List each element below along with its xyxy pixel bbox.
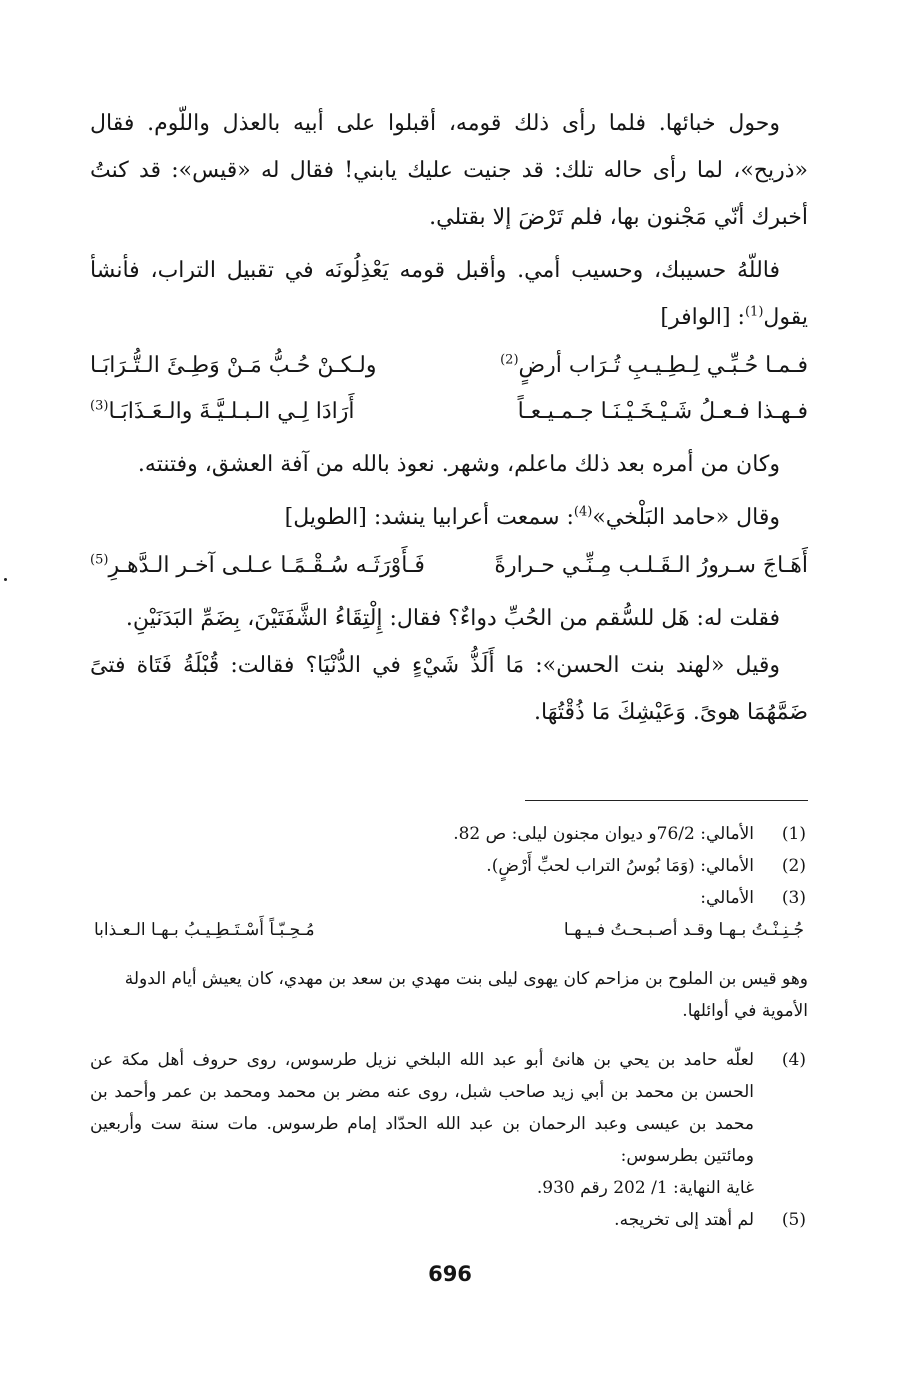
paragraph-2-text: فاللّهُ حسيبك، وحسيب أمي. وأقبل قومه يَعْذِلُونَه في تقبيل التراب، فأنشأ يقول <box>90 258 808 330</box>
meter-label: : [الوافر] <box>660 305 745 330</box>
paragraph-2 <box>90 247 808 341</box>
paragraph-6: وقيل «لهند بنت الحسن»: مَا أَلَذُّ شَيْءٍ في الدُّنْيَا؟ فقالت: قُبْلَةُ فَتَاة فتىً ضَمَّهُمَا هوىً. وَعَيْشِكَ مَا ذُقْتُهَا. <box>90 653 808 725</box>
poem-tawil <box>90 543 808 589</box>
footnote-3-verse-first: جُـنِـنْـتُ بـهـا وقـد أصـبـحـتُ فـيـهـا <box>563 920 804 940</box>
paragraph-4-text: وقال «حامد البَلْخي» <box>592 505 780 530</box>
verse-1-first-hemistich <box>500 343 808 389</box>
footnote-3-bio-wrap <box>90 963 808 1027</box>
footnote-separator <box>525 800 808 801</box>
footnote-3 <box>90 882 808 914</box>
paragraph-4 <box>90 494 808 541</box>
paragraph-4-rest: : سمعت أعرابيا ينشد: [الطويل] <box>284 505 574 530</box>
footnote-5-number: (5) <box>781 1210 806 1230</box>
paragraph-1: وحول خبائها. فلما رأى ذلك قومه، أقبلوا على أبيه بالعذل واللّوم. فقال «ذريح»، لما رأى حاله تلك: قد جنيت عليك يابني! فقال له «قيس»: قد كنتُ أخبرك أنّي مَجْنون بها، فلم تَرْضَ إلا بقتلي. <box>90 111 808 230</box>
footnote-4-number: (4) <box>781 1050 806 1070</box>
footnote-3-text: الأمالي: <box>700 888 754 908</box>
footnote-4-text: لعلّه حامد بن يحي بن هانئ أبو عبد الله البلخي نزيل طرسوس، روى حروف أهل مكة عن الحسن بن محمد بن أبي زيد صاحب شبل، روى عنه مضر بن محمد ومحمد بن عمر وأحمد بن محمد بن عيسى وعبد الرحمان بن عبد الله الحدّاد إمام طرسوس. مات سنة ست وأربعين ومائتين بطرسوس: <box>90 1050 754 1166</box>
footnote-1-text: الأمالي: 76/2و ديوان مجنون ليلى: ص 82. <box>453 824 754 844</box>
footnote-ref-5: (5) <box>90 552 109 568</box>
footnote-ref-3: (3) <box>90 398 109 414</box>
paragraph-3: وكان من أمره بعد ذلك ماعلم، وشهر. نعوذ بالله من آفة العشق، وفتنته. <box>137 452 780 477</box>
footnotes <box>90 818 808 1236</box>
verse-2-second-hemistich <box>90 389 355 435</box>
footnote-2-number: (2) <box>781 856 806 876</box>
verse-1-second-hemistich: ولـكـنْ حُـبُّ مَـنْ وَطِـئَ الـتُّـرَابَـا <box>90 353 377 378</box>
verse-1 <box>90 343 808 389</box>
main-text <box>90 100 808 736</box>
footnote-5 <box>90 1204 808 1236</box>
footnote-2-text: الأمالي: (وَمَا بُوسُ التراب لحبِّ أَرْضٍ). <box>486 856 754 876</box>
page-number: 696 <box>428 1262 472 1286</box>
footnote-1 <box>90 818 808 850</box>
verse-3-second-hemistich <box>90 543 425 589</box>
footnote-4-source: غاية النهاية: 1/ 202 رقم 930. <box>536 1178 754 1198</box>
footnote-1-number: (1) <box>781 824 806 844</box>
footnote-ref-1: (1) <box>744 304 764 320</box>
footnote-ref-2: (2) <box>500 352 519 368</box>
verse-2-second-text: أَرَادَا لِـي الـبـلـيَّـةَ والـعَـذَابَـا <box>108 399 355 424</box>
footnote-4 <box>90 1044 808 1204</box>
paragraph-5: فقلت له: هَل للسُّقم من الحُبِّ دواءٌ؟ فقال: إِلْتِقَاءُ الشَّفَتَيْنَ، بِضَمِّ البَدَنَيْنِ. <box>125 606 780 631</box>
verse-2 <box>90 389 808 435</box>
verse-2-first-hemistich: فـهـذا فـعـلُ شَـيْـخَـيْـنَـا جـمـيـعـاً <box>517 399 808 424</box>
verse-3-first-hemistich: أَهَـاجَ سـرورُ الـقَـلـب مِـنِّـي حـرارةً <box>494 553 808 578</box>
verse-1-first-text: فـمـا حُـبِّـي لِـطِـيـبِ تُـرَاب أرضٍ <box>518 353 808 378</box>
verse-3-second-text: فَـأَوْرَثَـه سُـقْـمًـا عـلـى آخـر الـدَّهـرِ <box>108 553 425 578</box>
poem-wafir <box>90 343 808 435</box>
footnote-3-verse-second: مُـحِـبّـاً أَسْـتَـطِـيـبُ بـهـا الـعـذابا <box>94 920 315 940</box>
footnote-3-verse <box>90 914 808 946</box>
footnote-3-bio: وهو قيس بن الملوح بن مزاحم كان يهوى ليلى بنت مهدي بن سعد بن مهدي، كان يعيش أيام الدولة الأموية في أوائلها. <box>124 969 808 1021</box>
margin-speck <box>4 578 7 581</box>
footnote-3-number: (3) <box>781 888 806 908</box>
footnote-ref-4: (4) <box>573 504 593 520</box>
verse-3 <box>90 543 808 589</box>
footnote-2 <box>90 850 808 882</box>
footnote-5-text: لم أهتد إلى تخريجه. <box>614 1210 754 1230</box>
